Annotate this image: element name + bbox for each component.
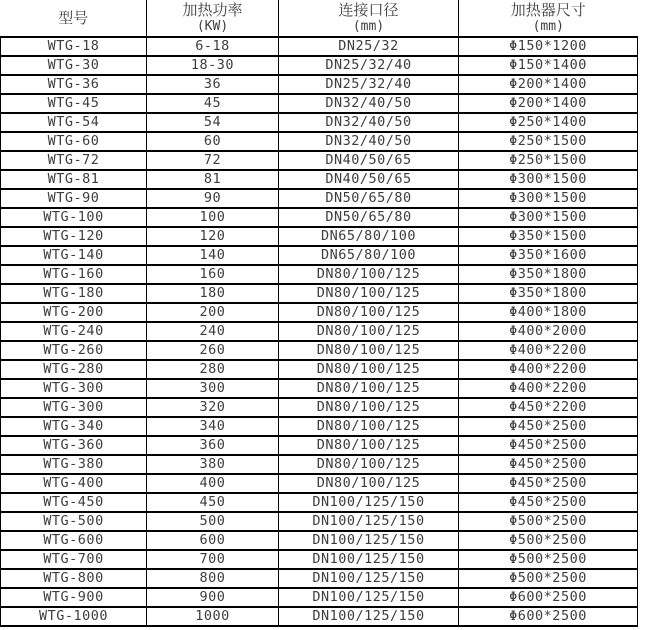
table-cell: WTG-360 xyxy=(1,436,147,455)
table-cell: Φ250*1500 xyxy=(459,151,638,170)
table-cell: 90 xyxy=(147,189,279,208)
table-row xyxy=(1,417,638,436)
table-cell: Φ600*2500 xyxy=(459,588,638,607)
table-cell: DN80/100/125 xyxy=(279,455,459,474)
column-header-model xyxy=(1,0,147,37)
table-cell: WTG-900 xyxy=(1,588,147,607)
table-cell: WTG-36 xyxy=(1,75,147,94)
table-header xyxy=(1,0,638,37)
table-cell: Φ300*1500 xyxy=(459,170,638,189)
table-cell: WTG-140 xyxy=(1,246,147,265)
table-row xyxy=(1,360,638,379)
table-cell: 180 xyxy=(147,284,279,303)
table-cell: 450 xyxy=(147,493,279,512)
table-cell: Φ450*2200 xyxy=(459,398,638,417)
table-cell: DN32/40/50 xyxy=(279,94,459,113)
table-cell: DN32/40/50 xyxy=(279,113,459,132)
table-row xyxy=(1,265,638,284)
table-cell: DN50/65/80 xyxy=(279,208,459,227)
table-row xyxy=(1,341,638,360)
table-row xyxy=(1,75,638,94)
table-cell: DN100/125/150 xyxy=(279,569,459,588)
table-cell: WTG-700 xyxy=(1,550,147,569)
table-cell: Φ150*1200 xyxy=(459,37,638,56)
table-row xyxy=(1,569,638,588)
table-cell: Φ500*2500 xyxy=(459,550,638,569)
table-cell: DN40/50/65 xyxy=(279,170,459,189)
table-cell: Φ500*2500 xyxy=(459,569,638,588)
table-row xyxy=(1,56,638,75)
table-cell: DN100/125/150 xyxy=(279,512,459,531)
table-row xyxy=(1,436,638,455)
table-cell: WTG-54 xyxy=(1,113,147,132)
table-row xyxy=(1,246,638,265)
table-cell: DN80/100/125 xyxy=(279,417,459,436)
column-header-label: 加热功率 xyxy=(182,1,243,19)
table-cell: WTG-90 xyxy=(1,189,147,208)
column-header-label: 型号 xyxy=(58,8,89,27)
table-cell: Φ200*1400 xyxy=(459,75,638,94)
table-row xyxy=(1,550,638,569)
table-cell: 18-30 xyxy=(147,56,279,75)
table-cell: Φ500*2500 xyxy=(459,531,638,550)
table-row xyxy=(1,132,638,151)
table-cell: DN100/125/150 xyxy=(279,493,459,512)
table-row xyxy=(1,379,638,398)
table-cell: DN80/100/125 xyxy=(279,398,459,417)
spec-table-body xyxy=(1,37,638,626)
column-header-unit: (KW) xyxy=(196,19,229,34)
table-cell: WTG-180 xyxy=(1,284,147,303)
table-cell: WTG-200 xyxy=(1,303,147,322)
table-cell: DN80/100/125 xyxy=(279,379,459,398)
table-cell: WTG-45 xyxy=(1,94,147,113)
table-cell: 400 xyxy=(147,474,279,493)
column-header-heating-power xyxy=(147,0,279,37)
column-header-unit: (mm) xyxy=(532,19,564,34)
table-row xyxy=(1,284,638,303)
table-cell: 320 xyxy=(147,398,279,417)
table-cell: WTG-240 xyxy=(1,322,147,341)
table-cell: DN65/80/100 xyxy=(279,227,459,246)
table-cell: 380 xyxy=(147,455,279,474)
table-cell: WTG-81 xyxy=(1,170,147,189)
table-cell: WTG-280 xyxy=(1,360,147,379)
table-cell: WTG-120 xyxy=(1,227,147,246)
table-cell: DN32/40/50 xyxy=(279,132,459,151)
table-cell: Φ450*2500 xyxy=(459,493,638,512)
table-cell: 340 xyxy=(147,417,279,436)
table-cell: 54 xyxy=(147,113,279,132)
table-cell: 36 xyxy=(147,75,279,94)
table-cell: 6-18 xyxy=(147,37,279,56)
table-cell: 100 xyxy=(147,208,279,227)
table-row xyxy=(1,455,638,474)
table-cell: Φ400*2200 xyxy=(459,341,638,360)
table-cell: DN50/65/80 xyxy=(279,189,459,208)
table-cell: WTG-160 xyxy=(1,265,147,284)
table-cell: 45 xyxy=(147,94,279,113)
table-cell: DN80/100/125 xyxy=(279,265,459,284)
column-header-connection-diameter xyxy=(279,0,459,37)
table-cell: 500 xyxy=(147,512,279,531)
table-row xyxy=(1,474,638,493)
table-cell: DN80/100/125 xyxy=(279,284,459,303)
table-cell: WTG-18 xyxy=(1,37,147,56)
table-row xyxy=(1,607,638,626)
table-cell: 160 xyxy=(147,265,279,284)
table-row xyxy=(1,512,638,531)
table-row xyxy=(1,189,638,208)
table-cell: Φ200*1400 xyxy=(459,94,638,113)
table-cell: 800 xyxy=(147,569,279,588)
column-header-unit: (mm) xyxy=(352,19,385,34)
table-row xyxy=(1,493,638,512)
table-cell: 200 xyxy=(147,303,279,322)
table-cell: DN80/100/125 xyxy=(279,474,459,493)
table-row xyxy=(1,37,638,56)
table-cell: WTG-600 xyxy=(1,531,147,550)
table-cell: WTG-300 xyxy=(1,398,147,417)
table-cell: WTG-1000 xyxy=(1,607,147,626)
table-cell: DN25/32/40 xyxy=(279,56,459,75)
table-cell: 900 xyxy=(147,588,279,607)
table-cell: WTG-380 xyxy=(1,455,147,474)
table-cell: DN100/125/150 xyxy=(279,550,459,569)
table-cell: WTG-400 xyxy=(1,474,147,493)
table-row xyxy=(1,588,638,607)
table-row xyxy=(1,227,638,246)
table-cell: WTG-450 xyxy=(1,493,147,512)
table-cell: 700 xyxy=(147,550,279,569)
table-cell: 360 xyxy=(147,436,279,455)
header-row xyxy=(1,0,638,37)
table-cell: Φ400*2000 xyxy=(459,322,638,341)
table-cell: WTG-72 xyxy=(1,151,147,170)
table-cell: 81 xyxy=(147,170,279,189)
table-cell: WTG-100 xyxy=(1,208,147,227)
table-cell: Φ400*2200 xyxy=(459,379,638,398)
table-cell: Φ350*1800 xyxy=(459,284,638,303)
column-header-label: 加热器尺寸 xyxy=(510,1,586,19)
table-cell: Φ400*1800 xyxy=(459,303,638,322)
table-cell: Φ300*1500 xyxy=(459,189,638,208)
table-cell: WTG-500 xyxy=(1,512,147,531)
table-cell: DN25/32 xyxy=(279,37,459,56)
table-cell: Φ450*2500 xyxy=(459,455,638,474)
table-cell: WTG-30 xyxy=(1,56,147,75)
table-cell: DN100/125/150 xyxy=(279,531,459,550)
table-cell: DN80/100/125 xyxy=(279,341,459,360)
table-cell: Φ400*2200 xyxy=(459,360,638,379)
table-cell: WTG-340 xyxy=(1,417,147,436)
table-row xyxy=(1,322,638,341)
table-cell: Φ450*2500 xyxy=(459,436,638,455)
column-header-label: 连接口径 xyxy=(338,1,399,19)
table-cell: 140 xyxy=(147,246,279,265)
table-row xyxy=(1,303,638,322)
table-cell: 260 xyxy=(147,341,279,360)
table-cell: DN80/100/125 xyxy=(279,360,459,379)
table-cell: 240 xyxy=(147,322,279,341)
table-cell: DN65/80/100 xyxy=(279,246,459,265)
table-cell: DN100/125/150 xyxy=(279,588,459,607)
table-cell: DN80/100/125 xyxy=(279,303,459,322)
table-row xyxy=(1,208,638,227)
table-cell: Φ600*2500 xyxy=(459,607,638,626)
table-cell: Φ150*1400 xyxy=(459,56,638,75)
table-cell: Φ250*1500 xyxy=(459,132,638,151)
table-row xyxy=(1,398,638,417)
table-cell: WTG-800 xyxy=(1,569,147,588)
table-cell: WTG-260 xyxy=(1,341,147,360)
table-cell: 1000 xyxy=(147,607,279,626)
table-cell: 60 xyxy=(147,132,279,151)
table-cell: 280 xyxy=(147,360,279,379)
table-cell: DN80/100/125 xyxy=(279,322,459,341)
table-cell: Φ350*1500 xyxy=(459,227,638,246)
table-cell: Φ450*2500 xyxy=(459,417,638,436)
table-cell: DN80/100/125 xyxy=(279,436,459,455)
table-row xyxy=(1,170,638,189)
table-cell: Φ350*1800 xyxy=(459,265,638,284)
table-cell: Φ350*1600 xyxy=(459,246,638,265)
table-cell: Φ250*1400 xyxy=(459,113,638,132)
table-row xyxy=(1,151,638,170)
table-cell: Φ500*2500 xyxy=(459,512,638,531)
table-cell: WTG-300 xyxy=(1,379,147,398)
table-row xyxy=(1,113,638,132)
column-header-heater-size xyxy=(459,0,638,37)
table-cell: 72 xyxy=(147,151,279,170)
table-cell: DN25/32/40 xyxy=(279,75,459,94)
table-cell: Φ300*1500 xyxy=(459,208,638,227)
table-cell: 300 xyxy=(147,379,279,398)
table-row xyxy=(1,94,638,113)
table-cell: WTG-60 xyxy=(1,132,147,151)
table-row xyxy=(1,531,638,550)
table-cell: Φ450*2500 xyxy=(459,474,638,493)
table-cell: DN100/125/150 xyxy=(279,607,459,626)
table-cell: 600 xyxy=(147,531,279,550)
table-cell: 120 xyxy=(147,227,279,246)
table-cell: DN40/50/65 xyxy=(279,151,459,170)
